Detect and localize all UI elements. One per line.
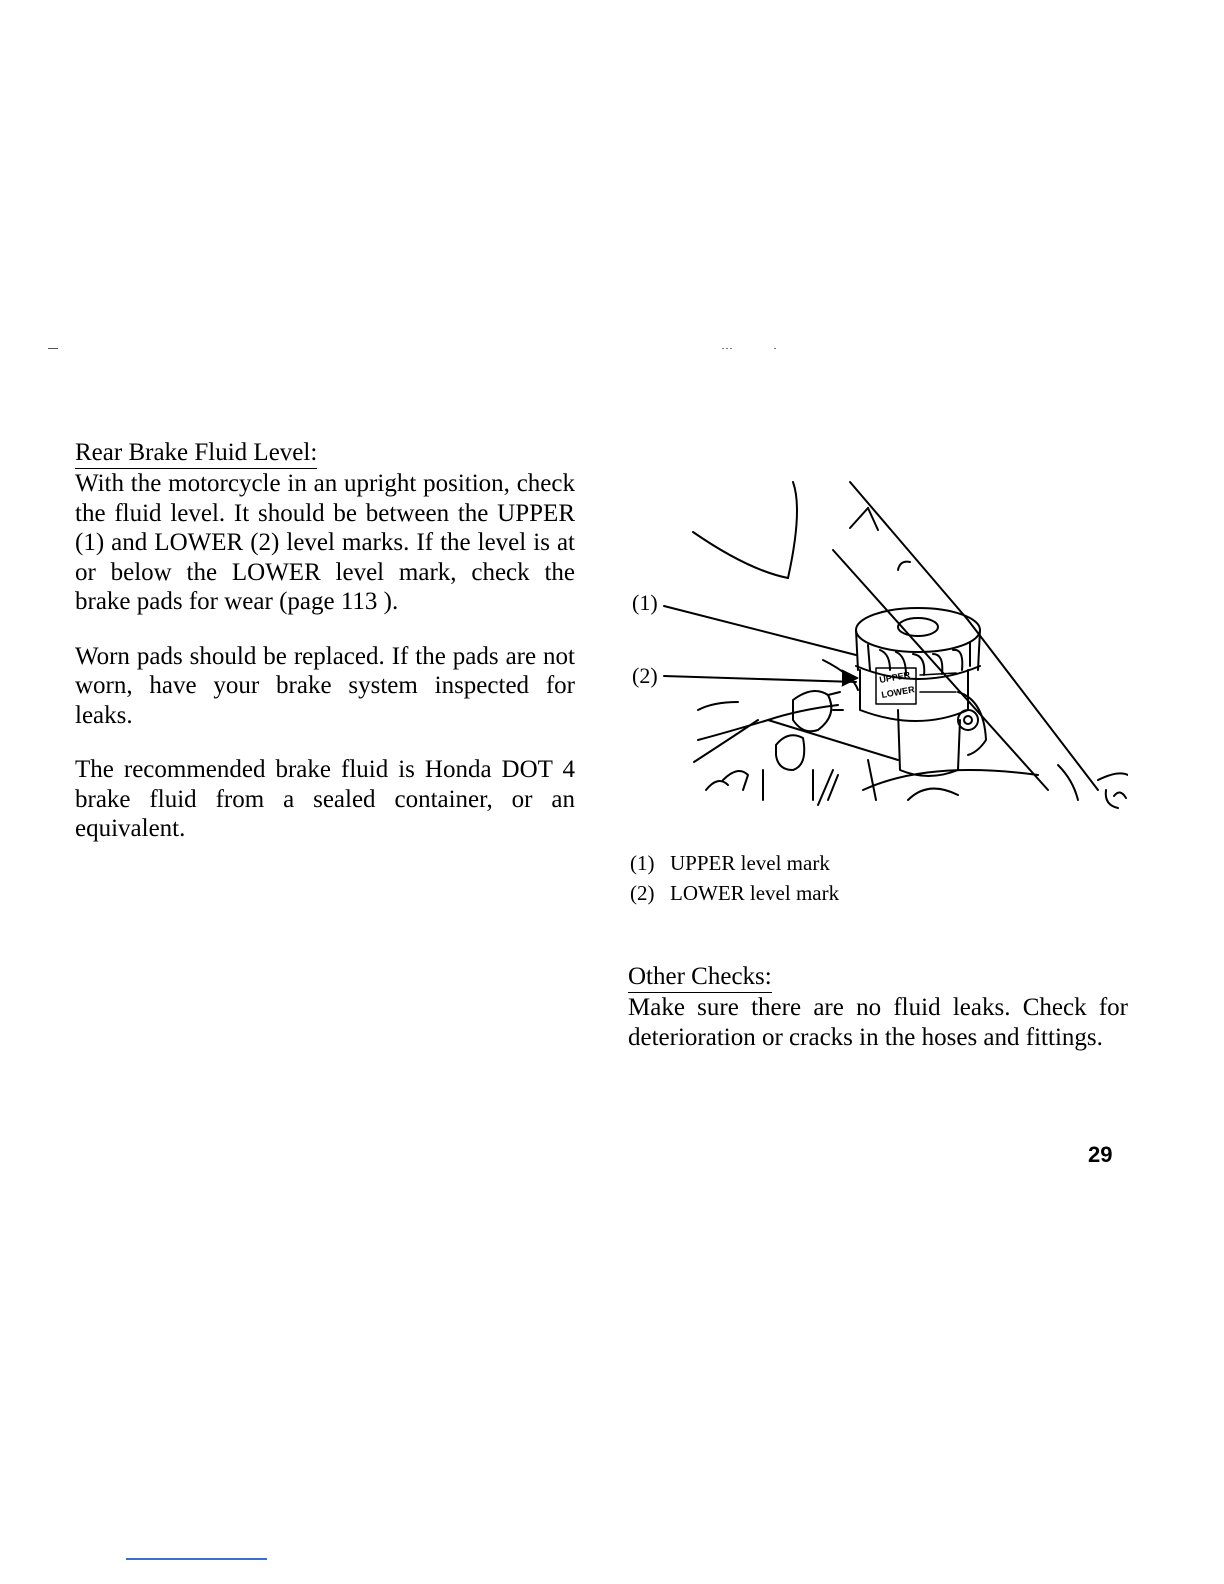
- callout-label-2: (2): [632, 663, 658, 688]
- callout-label-1: (1): [632, 590, 658, 615]
- paragraph-fluid-level: With the motorcycle in an upright position, check the fluid level. It should be between the UPPER (1) and LOWER (2) level marks. If the level is at or below the LOWER level mark, check the brake pads for wear (page 113 ).: [75, 470, 575, 615]
- page-number: 29: [1088, 1142, 1113, 1167]
- scan-edge-line: [126, 1558, 267, 1560]
- right-column: [628, 962, 1128, 1052]
- section-heading-other-checks: Other Checks:: [628, 962, 772, 993]
- caption-row: [630, 878, 839, 908]
- reservoir-line-drawing: [628, 470, 1128, 815]
- figure-caption: [630, 848, 839, 908]
- caption-number: (1): [630, 851, 655, 875]
- brake-reservoir-illustration: [628, 470, 1128, 815]
- reservoir-lower-text: LOWER: [880, 684, 916, 700]
- scan-dots: [722, 348, 782, 350]
- caption-number: (2): [630, 881, 655, 905]
- caption-row: [630, 848, 839, 878]
- left-column: [75, 438, 575, 844]
- reservoir-upper-text: UPPER: [878, 669, 911, 685]
- caption-text: LOWER level mark: [670, 881, 840, 905]
- section-heading-rear-brake: Rear Brake Fluid Level:: [75, 438, 317, 469]
- paragraph-other-checks: Make sure there are no fluid leaks. Check for deterioration or cracks in the hoses and fittings.: [628, 994, 1128, 1051]
- scan-mark: [48, 348, 58, 349]
- caption-text: UPPER level mark: [670, 851, 830, 875]
- paragraph-recommended-fluid: The recommended brake fluid is Honda DOT 4 brake fluid from a sealed container, or an equivalent.: [75, 756, 575, 842]
- paragraph-worn-pads: Worn pads should be replaced. If the pads are not worn, have your brake system inspected for leaks.: [75, 642, 575, 729]
